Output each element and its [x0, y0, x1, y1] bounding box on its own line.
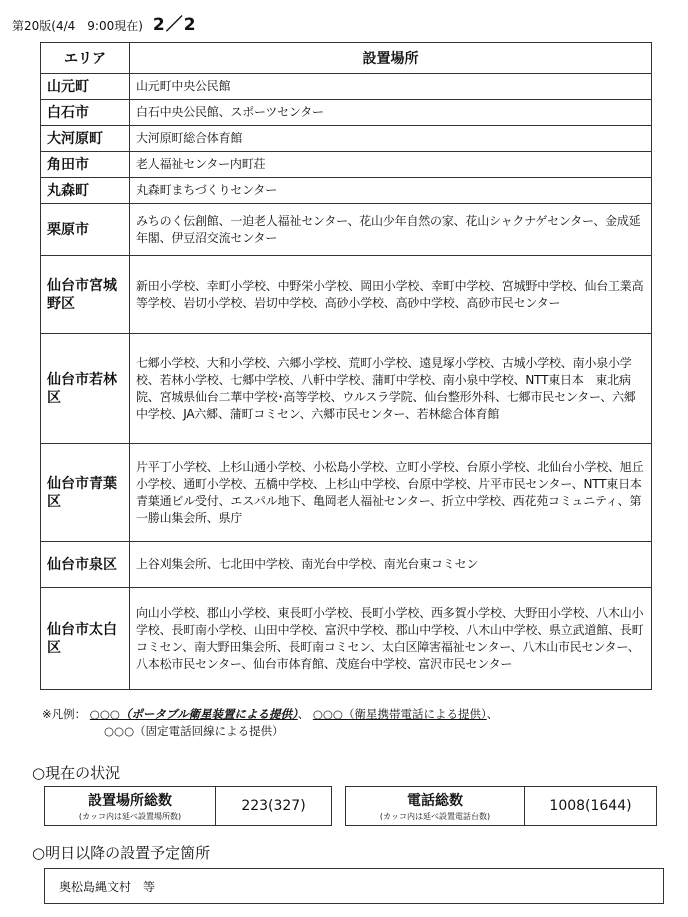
current-status-title: ○現在の状況 — [32, 764, 121, 782]
table-row — [41, 126, 652, 152]
location-cell: 上谷刈集会所、七北田中学校、南光台中学校、南光台東コミセン — [130, 542, 652, 588]
table-row — [41, 100, 652, 126]
area-cell: 仙台市青葉区 — [41, 444, 130, 542]
phones-value: 1008(1644) — [549, 798, 632, 814]
table-row — [41, 588, 652, 690]
area-cell: 仙台市泉区 — [41, 542, 130, 588]
phones-label-cell — [346, 787, 525, 825]
table-row — [41, 74, 652, 100]
sites-label-cell — [45, 787, 216, 825]
table-header-row — [41, 43, 652, 74]
location-cell: 片平丁小学校、上杉山通小学校、小松島小学校、立町小学校、台原小学校、北仙台小学校、旭丘小学校、通町小学校、五橋中学校、上杉山中学校、台原中学校、片平市民センター、NTT東日本 青葉通ビル受付、エスパル地下、亀岡老人福祉センター、折立中学校、西花苑コミュニティ、第一勝山集会所、県庁 — [130, 444, 652, 542]
table-row — [41, 178, 652, 204]
legend-separator: 、 — [486, 707, 499, 721]
area-cell: 山元町 — [41, 74, 130, 100]
area-cell: 角田市 — [41, 152, 130, 178]
table-row — [41, 542, 652, 588]
legend-row — [42, 706, 498, 723]
location-cell: 丸森町まちづくりセンター — [130, 178, 652, 204]
installation-table — [40, 42, 652, 690]
phones-total-box — [345, 786, 657, 826]
legend — [42, 706, 498, 740]
location-cell: 大河原町総合体育館 — [130, 126, 652, 152]
legend-fixed-line: ○○○（固定電話回線による提供） — [104, 724, 284, 738]
area-cell: 栗原市 — [41, 204, 130, 256]
location-cell: 山元町中央公民館 — [130, 74, 652, 100]
table-row — [41, 256, 652, 334]
location-column-header: 設置場所 — [130, 43, 652, 74]
area-cell: 丸森町 — [41, 178, 130, 204]
page-number: 2／2 — [152, 15, 197, 35]
table-row — [41, 152, 652, 178]
legend-prefix: ※凡例： — [42, 707, 87, 721]
location-cell: 新田小学校、幸町小学校、中野栄小学校、岡田小学校、幸町中学校、宮城野中学校、仙台工業高等学校、岩切小学校、岩切中学校、高砂小学校、高砂中学校、高砂市民センター — [130, 256, 652, 334]
location-cell: 七郷小学校、大和小学校、六郷小学校、荒町小学校、遠見塚小学校、古城小学校、南小泉小学校、若林小学校、七郷中学校、八軒中学校、蒲町中学校、南小泉中学校、NTT東日本 東北病院、宮城県仙台二華中学校･高等学校、ウルスラ学院、仙台整形外科、七郷市民センター、六郷中学校、JA六郷、蒲町コミセン、六郷市民センター、若林総合体育館 — [130, 334, 652, 444]
table-row — [41, 334, 652, 444]
table-row — [41, 444, 652, 542]
area-cell: 仙台市宮城野区 — [41, 256, 130, 334]
phones-label: 電話総数 — [407, 793, 463, 809]
version-label: 第20版(4/4 9:00現在) — [12, 19, 143, 33]
area-cell: 大河原町 — [41, 126, 130, 152]
location-cell: みちのく伝創館、一迫老人福祉センター、花山少年自然の家、花山シャクナゲセンター、金成延年閣、伊豆沼交流センター — [130, 204, 652, 256]
area-cell: 仙台市若林区 — [41, 334, 130, 444]
table-row — [41, 204, 652, 256]
legend-separator: 、 — [297, 707, 310, 721]
planned-sites-box — [44, 868, 664, 904]
location-cell: 老人福祉センター内町荘 — [130, 152, 652, 178]
area-cell: 白石市 — [41, 100, 130, 126]
area-column-header: エリア — [41, 43, 130, 74]
location-cell: 白石中央公民館、スポーツセンター — [130, 100, 652, 126]
legend-satellite-phone: ○○○（衛星携帯電話による提供） — [312, 707, 487, 721]
location-cell: 向山小学校、郡山小学校、東長町小学校、長町小学校、西多賀小学校、大野田小学校、八木山小学校、長町南小学校、山田中学校、富沢中学校、郡山中学校、八木山中学校、県立武道館、長町コミセン、南大野田集会所、長町南コミセン、太白区障害福祉センター、八木山市民センター、八本松市民センター、仙台市体育館、茂庭台中学校、富沢市民センター — [130, 588, 652, 690]
sites-total-box — [44, 786, 332, 826]
sites-value: 223(327) — [241, 798, 306, 814]
legend-portable-satellite: ○○○（ポータブル衛星装置による提供） — [89, 707, 298, 721]
sites-label: 設置場所総数 — [88, 793, 172, 809]
legend-row — [42, 723, 498, 740]
phones-note: (カッコ内は延べ設置電話台数) — [379, 812, 491, 821]
planned-sites-content: 奥松島縄文村 等 — [59, 879, 156, 894]
area-cell: 仙台市太白区 — [41, 588, 130, 690]
document-header — [12, 10, 197, 35]
planned-sites-title: ○明日以降の設置予定箇所 — [32, 844, 211, 862]
sites-note: (カッコ内は延べ設置場所数) — [78, 812, 182, 821]
